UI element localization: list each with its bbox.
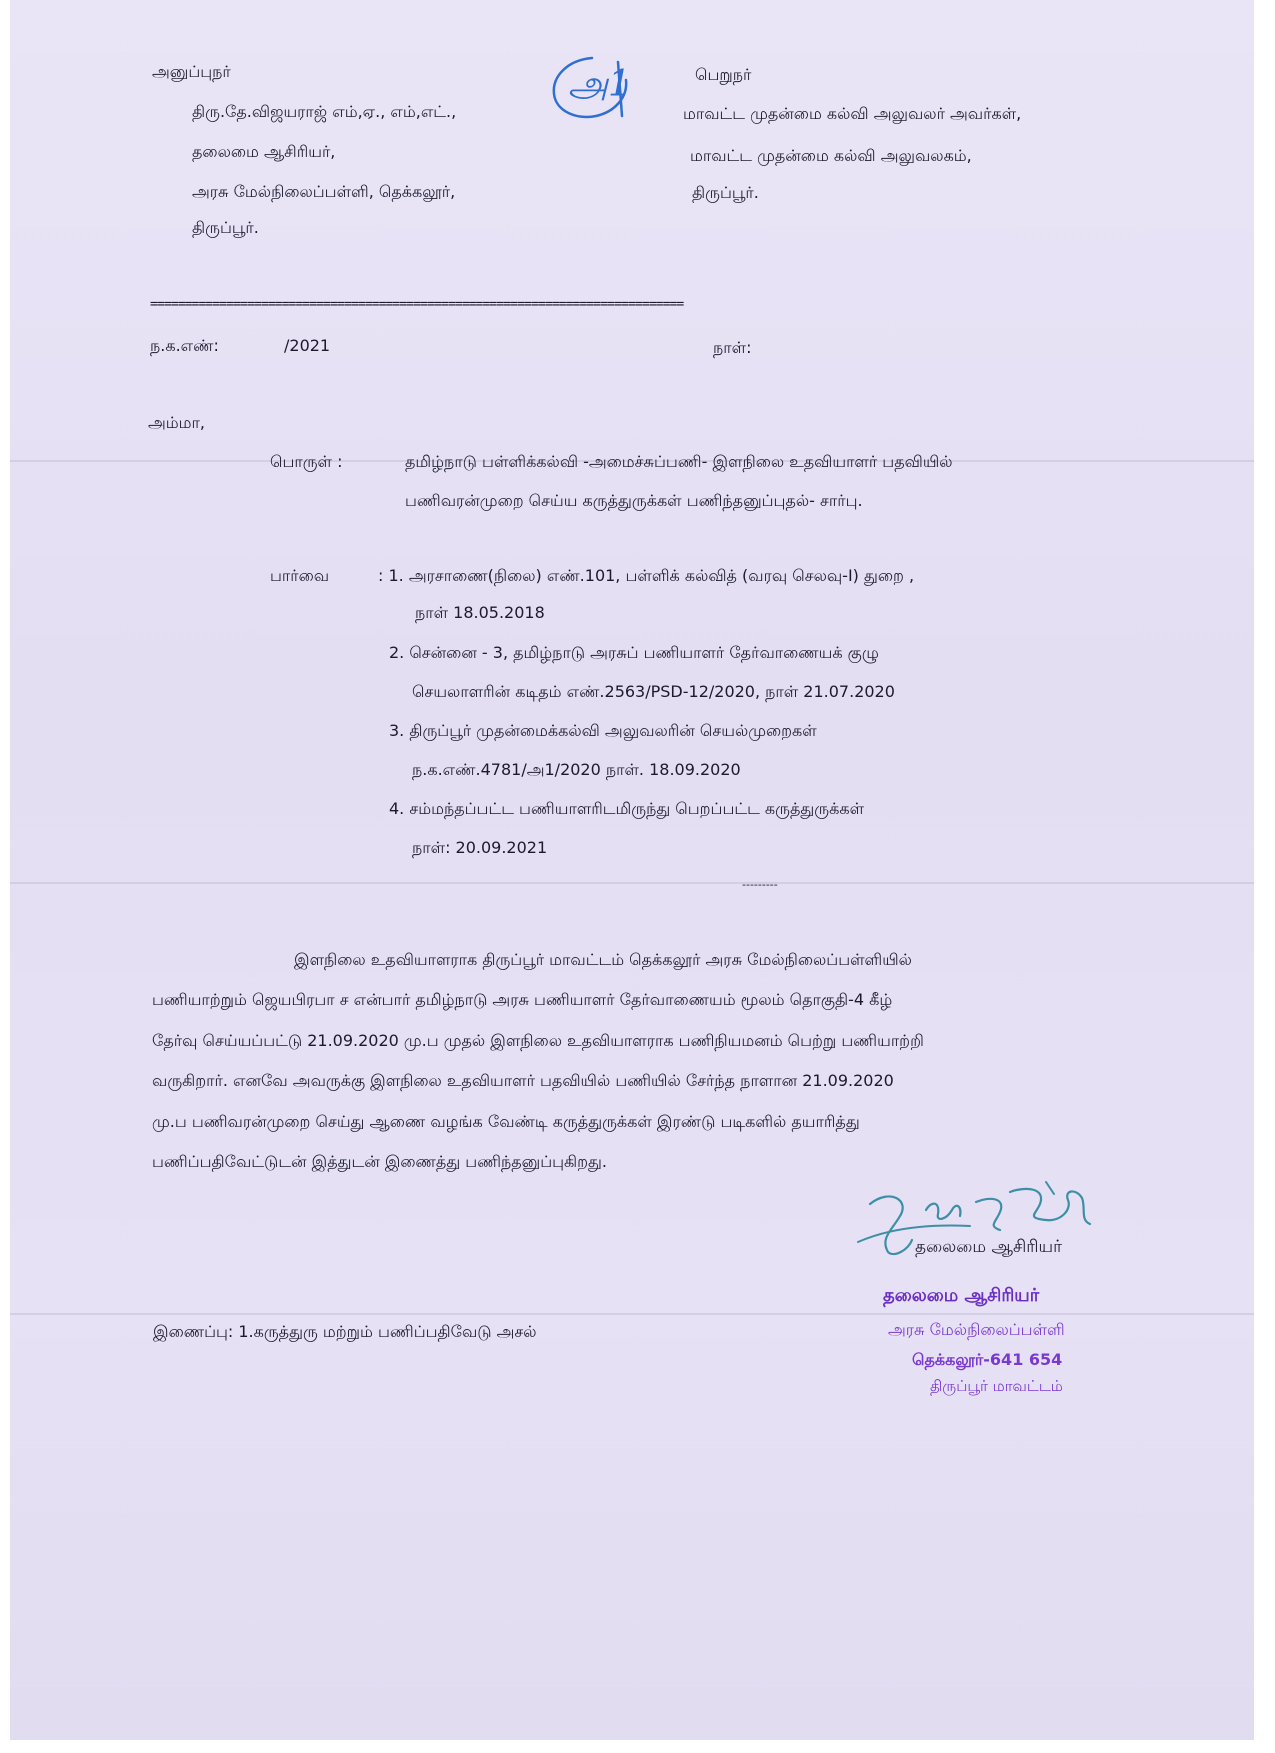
reference-3-line-2: ந.க.எண்.4781/அ1/2020 நாள். 18.09.2020	[412, 760, 741, 779]
reference-3-line-1: 3. திருப்பூர் முதன்மைக்கல்வி அலுவலரின் செயல்முறைகள்	[389, 721, 817, 740]
sender-heading: அனுப்புநர்	[152, 62, 231, 81]
handwritten-mark-text: அ1	[568, 64, 631, 105]
date-label: நாள்:	[713, 338, 752, 357]
seal-line-3: தெக்கலூர்-641 654	[912, 1350, 1063, 1369]
handwritten-file-mark	[548, 52, 638, 124]
salutation: அம்மா,	[148, 413, 205, 432]
body-line-2: பணியாற்றும் ஜெயபிரபா ச என்பார் தமிழ்நாடு அரசு பணியாளர் தேர்வாணையம் மூலம் தொகுதி-4 கீழ்	[152, 990, 893, 1009]
reference-4-line-2: நாள்: 20.09.2021	[412, 838, 548, 857]
seal-line-2: அரசு மேல்நிலைப்பள்ளி	[888, 1320, 1065, 1339]
body-line-4: வருகிறார். எனவே அவருக்கு இளநிலை உதவியாளர் பதவியில் பணியில் சேர்ந்த நாளான 21.09.2020	[152, 1071, 894, 1090]
body-line-3: தேர்வு செய்யப்பட்டு 21.09.2020 மு.ப முதல் இளநிலை உதவியாளராக பணிநியமனம் பெற்று பணியாற்றி	[152, 1031, 924, 1050]
recipient-city: திருப்பூர்.	[692, 183, 759, 202]
short-dash-separator: ---------	[742, 878, 778, 891]
reference-4-line-1: 4. சம்மந்தப்பட்ட பணியாளரிடமிருந்து பெறப்பட்ட கருத்துருக்கள்	[389, 799, 864, 818]
subject-line-1: தமிழ்நாடு பள்ளிக்கல்வி -அமைச்சுப்பணி- இளநிலை உதவியாளர் பதவியில்	[405, 452, 953, 471]
references-label: பார்வை	[270, 566, 330, 585]
sender-designation: தலைமை ஆசிரியர்,	[192, 142, 336, 161]
sender-office: அரசு மேல்நிலைப்பள்ளி, தெக்கலூர்,	[192, 182, 456, 201]
enclosure-note: இணைப்பு: 1.கருத்துரு மற்றும் பணிப்பதிவேடு அசல்	[153, 1322, 537, 1341]
ref-value: /2021	[284, 336, 331, 355]
sender-city: திருப்பூர்.	[192, 218, 259, 237]
sender-name: திரு.தே.விஜயராஜ் எம்,ஏ., எம்,எட்.,	[192, 102, 457, 121]
reference-1-line-1: : 1. அரசாணை(நிலை) எண்.101, பள்ளிக் கல்வித் (வரவு செலவு-I) துறை ,	[378, 566, 915, 585]
seal-line-4: திருப்பூர் மாவட்டம்	[930, 1377, 1063, 1395]
recipient-office: மாவட்ட முதன்மை கல்வி அலுவலகம்,	[690, 146, 972, 165]
signature-title: தலைமை ஆசிரியர்	[915, 1237, 1062, 1257]
body-line-1: இளநிலை உதவியாளராக திருப்பூர் மாவட்டம் தெக்கலூர் அரசு மேல்நிலைப்பள்ளியில்	[294, 950, 912, 969]
subject-line-2: பணிவரன்முறை செய்ய கருத்துருக்கள் பணிந்தனுப்புதல்- சார்பு.	[405, 491, 863, 510]
paper-fold	[10, 882, 1254, 884]
subject-label: பொருள் :	[270, 452, 343, 471]
reference-2-line-2: செயலாளரின் கடிதம் எண்.2563/PSD-12/2020, நாள் 21.07.2020	[412, 682, 895, 701]
letter-page	[10, 0, 1254, 1740]
body-line-6: பணிப்பதிவேட்டுடன் இத்துடன் இணைத்து பணிந்தனுப்புகிறது.	[152, 1152, 608, 1171]
seal-line-1: தலைமை ஆசிரியர்	[883, 1285, 1040, 1306]
body-line-5: மு.ப பணிவரன்முறை செய்து ஆணை வழங்க வேண்டி கருத்துருக்கள் இரண்டு படிகளில் தயாரித்து	[152, 1112, 860, 1131]
recipient-heading: பெறுநர்	[695, 65, 752, 84]
paper-fold	[10, 1313, 1254, 1315]
separator-line: =============================================================================	[150, 297, 684, 312]
recipient-name: மாவட்ட முதன்மை கல்வி அலுவலர் அவர்கள்,	[683, 104, 1022, 123]
ref-label: ந.க.எண்:	[150, 336, 219, 355]
reference-2-line-1: 2. சென்னை - 3, தமிழ்நாடு அரசுப் பணியாளர் தேர்வாணையக் குழு	[389, 643, 879, 662]
reference-1-line-2: நாள் 18.05.2018	[415, 603, 545, 622]
